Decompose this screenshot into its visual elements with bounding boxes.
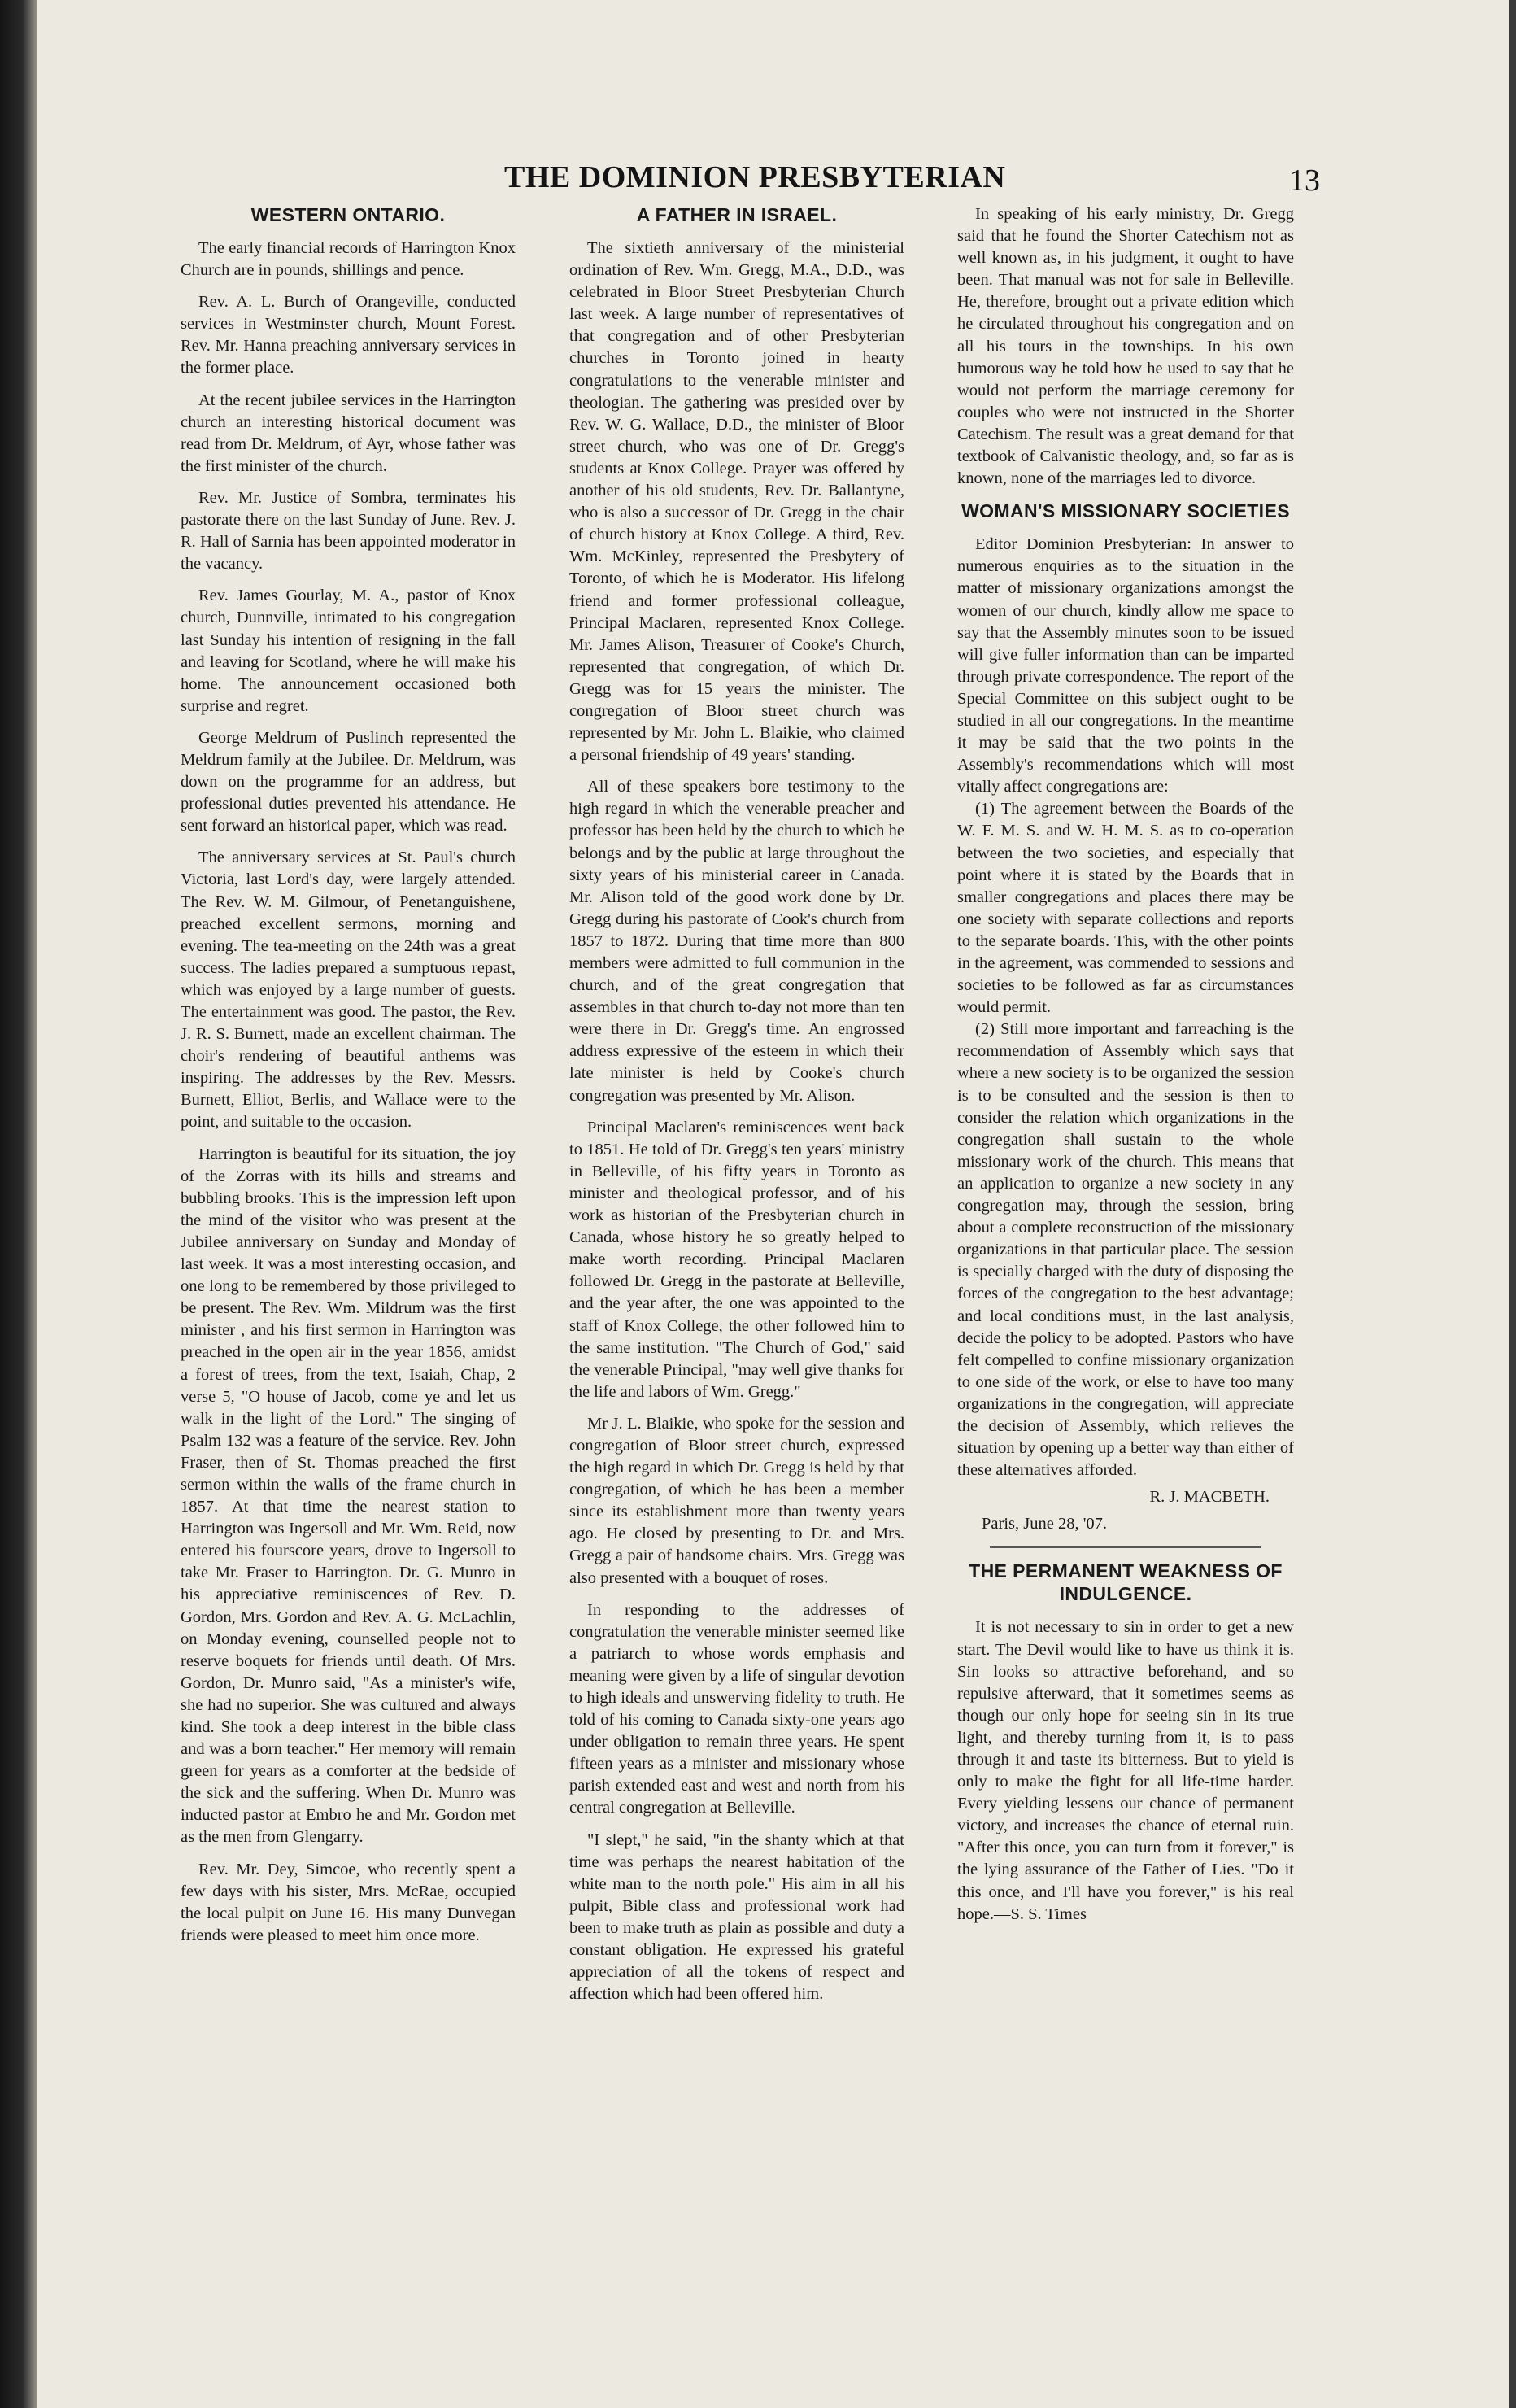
article-paragraph: "I slept," he said, "in the shanty which at that time was perhaps the nearest habitation of the white man to the north pole." His aim in all his pulpit, Bible class and professional work had been to make truth as plain as possible and duty a constant obligation. He expressed his grateful appreciation of all the tokens of respect and affection which had been offered him. — [569, 1830, 904, 2004]
article-paragraph: Rev. James Gourlay, M. A., pastor of Knox church, Dunnville, intimated to his congregation last Sunday his intention of resigning in the fall and leaving for Scotland, where he will make his home. The announcement occasioned both surprise and regret. — [181, 587, 516, 715]
article-paragraph: In responding to the addresses of congratulation the venerable minister seemed like a patriarch to whose words emphasis and meaning were given by a life of singular devotion to high ideals and unswerving fidelity to truth. He told of his coming to Canada sixty-one years ago under obligation to remain three years. He spent fifteen years as a minister and missionary whose parish extended east and west and north from his central congregation at Belleville. — [569, 1600, 904, 1817]
section-heading: A FATHER IN ISRAEL. — [636, 204, 838, 225]
scan-right-edge — [1509, 0, 1516, 2408]
article-paragraph: Harrington is beautiful for its situation, the joy of the Zorras with its hills and streams and bubbling brooks. This is the impression left upon the mind of the visitor who was present at the Jubilee anniversary on Sunday and Monday of last week. It was a most interesting occasion, and one long to be remembered by those privileged to be present. The Rev. Wm. Mildrum was the first minister , and his first sermon in Harrington was preached in the open air in the year 1856, amidst a forest of trees, from the text, Isaiah, Chap, 2 verse 5, "O house of Jacob, come ye and let us walk in the light of the Lord." The singing of Psalm 132 was a feature of the service. Rev. John Fraser, then of St. Thomas preached the first sermon within the walls of the frame church in 1857. At that time the nearest station to Harrington was Ingersoll and Mr. Wm. Reid, now entered his fourscore years, drove to Ingersoll to take Mr. Fraser to Harrington. Dr. G. Munro in his appreciative reminiscences of Rev. D. Gordon, Mrs. Gordon and Rev. A. G. McLachlin, on Monday evening, counselled people not to reserve boquets for friends until death. Of Mrs. Gordon, Dr. Munro said, "As a minister's wife, she had no superior. She was cultured and always kind. She took a deep interest in the bible class and was a born teacher." Her memory will remain green for years as a comforter at the bedside of the sick and the suffering. When Dr. Munro was inducted pastor at Embro he and Mr. Gordon met as the men from Glengarry. — [181, 1145, 516, 1847]
article-paragraph: Rev. Mr. Dey, Simcoe, who recently spent a few days with his sister, Mrs. McRae, occupied the local pulpit on June 16. His many Dunvegan friends were pleased to meet him once more. — [181, 1860, 516, 1944]
article-paragraph: The sixtieth anniversary of the ministerial ordination of Rev. Wm. Gregg, M.A., D.D., was celebrated in Bloor Street Presbyterian Church last week. A large number of representatives of that congregation and of other Presbyterian churches in Toronto joined in hearty congratulations to the venerable minister and theologian. The gathering was presided over by Rev. W. G. Wallace, D.D., the minister of Bloor street church, who was one of Dr. Gregg's students at Knox College. Prayer was offered by another of his old students, Rev. Dr. Ballantyne, who is also a successor of Dr. Gregg in the chair of church history at Knox College. A third, Rev. Wm. McKinley, represented the Presbytery of Toronto, of which he is Moderator. His lifelong friend and former professional colleague, Principal Maclaren, represented Knox College. Mr. James Alison, Treasurer of Cooke's Church, represented that congregation, of which Dr. Gregg was for 15 years the minister. The congregation of Bloor street church was represented by Mr. John L. Blaikie, who claimed a personal friendship of 49 years' standing. — [569, 239, 904, 765]
signature: R. J. MACBETH. — [1149, 1488, 1270, 1507]
article-paragraph: (2) Still more important and farreaching is the recommendation of Assembly which says that where a new society is to be organized the session is to be consulted and the session is then to consider the relation which organizations in the congregation shall sustain to the whole missionary work of the church. This means that an application to organize a new society in any congregation may, through the session, bring about a complete reconstruction of the missionary organizations in that particular place. The session is specially charged with the duty of disposing the forces of the congregation to the best advantage; and local conditions must, in the last analysis, decide the policy to be adopted. Pastors who have felt compelled to confine missionary organization to one side of the work, or else to have too many organizations in the congregation, will appreciate the decision of Assembly, which relieves the situation by opening up a better way than either of these alternatives afforded. — [957, 1020, 1294, 1480]
column-western-ontario — [181, 203, 516, 1947]
section-heading: WESTERN ONTARIO. — [250, 204, 446, 225]
section-heading: WOMAN'S MISSIONARY SOCIETIES — [961, 500, 1290, 522]
article-paragraph: Mr J. L. Blaikie, who spoke for the session and congregation of Bloor street church, expressed the high regard in which Dr. Gregg is held by that congregation, of which he has been a member since its establishment more than twenty years ago. He closed by presenting to Dr. and Mrs. Gregg a pair of handsome chairs. Mrs. Gregg was also presented with a bouquet of roses. — [569, 1414, 904, 1587]
section-heading: THE PERMANENT WEAKNESS OF INDULGENCE. — [969, 1560, 1283, 1605]
article-paragraph: In speaking of his early ministry, Dr. Gregg said that he found the Shorter Catechism not as well known as, in his judgment, it ought to have been. That manual was not for sale in Belleville. He, therefore, brought out a private edition which he circulated throughout his congregation and on all his tours in the townships. In his own humorous way he told how he used to say that he would not perform the marriage ceremony for couples who were not instructed in the Shorter Catechism. The result was a great demand for that textbook of Calvanistic theology, and, so far as is known, none of the marriages led to divorce. — [957, 205, 1294, 488]
article-paragraph: The anniversary services at St. Paul's church Victoria, last Lord's day, were largely attended. The Rev. W. M. Gilmour, of Penetanguishene, preached excellent sermons, morning and evening. The tea-meeting on the 24th was a great success. The ladies prepared a sumptuous repast, which was enjoyed by a large number of guests. The entertainment was good. The pastor, the Rev. J. R. S. Burnett, made an excellent chairman. The choir's rendering of beautiful anthems was inspiring. The addresses by the Rev. Messrs. Burnett, Elliot, Berlis, and Wallace were to the point, and suitable to the occasion. — [181, 848, 516, 1132]
column-father-in-israel — [569, 203, 904, 2005]
scan-binding-edge — [0, 0, 37, 2408]
section-divider — [990, 1546, 1261, 1548]
article-paragraph: George Meldrum of Puslinch represented the Meldrum family at the Jubilee. Dr. Meldrum, was down on the programme for an address, but professional duties prevented his attendance. He sent forward an historical paper, which was read. — [181, 728, 516, 835]
dateline: Paris, June 28, '07. — [982, 1515, 1108, 1533]
article-paragraph: (1) The agreement between the Boards of the W. F. M. S. and W. H. M. S. as to co-operation between the two societies, and especially that point where it is stated by the Boards that in smaller congregations and places there may be one society with separate collections and reports to the separate boards. This, with the other points in the agreement, was commended to sessions and societies to be followed as far as circumstances would permit. — [957, 800, 1294, 1017]
article-paragraph: It is not necessary to sin in order to get a new start. The Devil would like to have us think it is. Sin looks so attractive beforehand, and so repulsive afterward, that it sometimes seems as though our only hope for seeing sin in its true light, and thereby turning from it, is to pass through it and taste its bitterness. But to yield is only to make the fight for all life-time harder. Every yielding lessens our chance of permanent victory, and increases the chance of eternal ruin. "After this once, you can turn from it forever," is the lying assurance of the Father of Lies. "Do it this once, and I'll have you forever," is his real hope.—S. S. Times — [957, 1618, 1294, 1923]
article-paragraph: Principal Maclaren's reminiscences went back to 1851. He told of Dr. Gregg's ten years' ministry in Belleville, of his fifty years in Toronto as minister and theological professor, and of his work as historian of the Presbyterian church in Canada, whose history he so greatly helped to make worth recording. Principal Maclaren followed Dr. Gregg in the pastorate at Belleville, and the year after, the one was appointed to the staff of Knox College, the other followed him to the same institution. "The Church of God," said the venerable Principal, "may well give thanks for the life and labors of Wm. Gregg." — [569, 1118, 904, 1401]
article-paragraph: At the recent jubilee services in the Harrington church an interesting historical document was read from Dr. Meldrum, of Ayr, whose father was the first minister of the church. — [181, 390, 516, 475]
masthead: THE DOMINION PRESBYTERIAN — [504, 160, 1006, 194]
article-paragraph: Rev. Mr. Justice of Sombra, terminates his pastorate there on the last Sunday of June. Rev. J. R. Hall of Sarnia has been appointed moderator in the vacancy. — [181, 488, 516, 574]
article-paragraph: Editor Dominion Presbyterian: In answer to numerous enquiries as to the situation in the matter of missionary organizations amongst the women of our church, kindly allow me space to say that the Assembly minutes soon to be issued will give fuller information than can be imparted through private correspondence. The report of the Special Committee on this subject ought to be studied in all our congregations. In the meantime it may be said that the two points in the Assembly's recommendations which will most vitally affect congregations are: — [957, 535, 1294, 796]
article-paragraph: The early financial records of Harrington Knox Church are in pounds, shillings and pence. — [181, 239, 516, 280]
article-paragraph: Rev. A. L. Burch of Orangeville, conducted services in Westminster church, Mount Forest. Rev. Mr. Hanna preaching anniversary services in the former place. — [181, 293, 516, 377]
column-right — [957, 203, 1294, 1926]
article-paragraph: All of these speakers bore testimony to the high regard in which the venerable preacher and professor has been held by the church to which he belongs and by the public at large throughout the sixty years of his ministerial career in Canada. Mr. Alison told of the good work done by Dr. Gregg during his pastorate of Cook's church from 1857 to 1872. During that time more than 800 members were admitted to full communion in the church, and of the great congregation that assembles in that church to-day not more than ten were there in Dr. Gregg's time. An engrossed address expressive of the esteem in which their late minister is held by Cooke's church congregation was presented by Mr. Alison. — [569, 778, 904, 1105]
page-number: 13 — [1289, 164, 1320, 198]
